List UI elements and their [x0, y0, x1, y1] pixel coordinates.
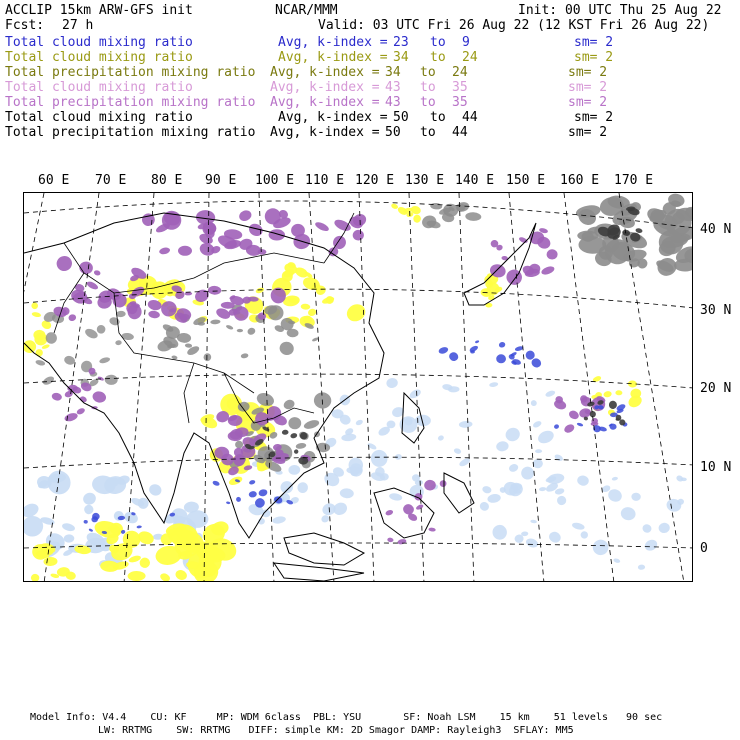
- low-cloud-area: [339, 488, 354, 499]
- lon-label: 80 E: [151, 173, 183, 188]
- low-cloud-area: [591, 538, 610, 557]
- field-to: to: [430, 110, 446, 125]
- low-cloud-area: [536, 428, 556, 445]
- mid-cloud-area: [31, 302, 38, 309]
- low-cloud-area: [113, 510, 125, 521]
- rain-band: [438, 346, 449, 355]
- precip-area: [93, 270, 101, 277]
- longitude-line: [124, 193, 154, 582]
- rain-band: [212, 480, 220, 487]
- low-cloud-area: [257, 517, 266, 526]
- longitude-line: [409, 193, 424, 582]
- field-avg-label: Avg, k-index =: [278, 35, 388, 50]
- rain-band: [136, 525, 142, 528]
- longitude-line: [459, 193, 474, 582]
- high-cloud-area: [104, 374, 118, 385]
- precip-area: [563, 423, 576, 435]
- precip-area: [547, 249, 558, 259]
- low-cloud-area: [547, 530, 562, 544]
- model-title: ACCLIP 15km ARW-GFS init: [5, 3, 193, 18]
- model-info-line2: LW: RRTMG SW: RRTMG DIFF: simple KM: 2D Smagor DAMP: Rayleigh3 SFLAY: MM5: [98, 725, 574, 736]
- precip-area: [51, 392, 63, 402]
- low-cloud-area: [539, 487, 547, 492]
- low-cloud-area: [459, 421, 473, 429]
- field-to: to: [420, 95, 436, 110]
- precip-area: [68, 313, 77, 322]
- precip-area: [63, 412, 78, 423]
- convective-core: [293, 449, 299, 455]
- low-cloud-area: [386, 377, 399, 389]
- field-k-from: 34: [385, 65, 401, 80]
- low-cloud-area: [580, 531, 588, 539]
- coastline: [464, 223, 536, 305]
- mid-cloud-area: [300, 303, 310, 310]
- precip-area: [385, 509, 394, 516]
- precip-area: [314, 220, 330, 232]
- high-cloud-area: [115, 340, 122, 345]
- high-cloud-area: [121, 332, 134, 340]
- mid-cloud-area: [255, 287, 265, 295]
- low-cloud-area: [675, 474, 684, 482]
- low-cloud-area: [320, 514, 330, 524]
- field-k-to: 35: [452, 80, 468, 95]
- low-cloud-area: [387, 421, 396, 429]
- mid-cloud-area: [31, 574, 40, 582]
- low-cloud-area: [370, 449, 389, 468]
- coastline: [274, 563, 364, 581]
- low-cloud-area: [530, 519, 537, 523]
- low-cloud-area: [453, 447, 462, 454]
- lat-label: 10 N: [700, 460, 732, 475]
- precip-area: [397, 538, 407, 545]
- country-border: [184, 363, 194, 423]
- precip-area: [387, 537, 394, 542]
- longitude-line: [509, 193, 544, 582]
- field-k-to: 24: [462, 50, 478, 65]
- high-cloud-area: [295, 442, 306, 449]
- low-cloud-area: [279, 480, 295, 495]
- field-avg-label: Avg, k-index =: [278, 110, 388, 125]
- low-cloud-area: [478, 500, 490, 512]
- field-to: to: [420, 65, 436, 80]
- high-cloud-area: [674, 258, 693, 272]
- high-cloud-area: [210, 319, 220, 324]
- fcst-value: 27 h: [62, 18, 94, 33]
- lon-label: 150 E: [506, 173, 546, 188]
- low-cloud-area: [296, 481, 309, 494]
- field-to: to: [420, 80, 436, 95]
- field-smoothing: sm= 2: [568, 125, 608, 140]
- low-cloud-area: [533, 459, 544, 469]
- field-k-from: 23: [393, 35, 409, 50]
- model-info-line1: Model Info: V4.4 CU: KF MP: WDM 6class PBL: YSU SF: Noah LSM 15 km 51 levels 90 sec: [30, 712, 663, 723]
- precip-area: [428, 527, 436, 532]
- precip-area: [504, 267, 525, 288]
- high-cloud-area: [202, 352, 212, 362]
- low-cloud-area: [408, 388, 422, 400]
- field-k-to: 35: [452, 95, 468, 110]
- rain-band: [475, 340, 480, 344]
- precip-area: [54, 253, 74, 273]
- field-avg-label: Avg, k-index =: [270, 125, 380, 140]
- init-time: Init: 00 UTC Thu 25 Aug 22: [518, 3, 722, 18]
- low-cloud-area: [631, 492, 641, 501]
- rain-band: [553, 424, 559, 430]
- field-avg-label: Avg, k-index =: [270, 95, 380, 110]
- rain-band: [576, 422, 583, 427]
- low-cloud-area: [532, 420, 542, 429]
- field-k-from: 34: [393, 50, 409, 65]
- low-cloud-area: [643, 538, 659, 553]
- mid-cloud-area: [43, 557, 57, 566]
- high-cloud-area: [303, 419, 320, 431]
- low-cloud-area: [638, 564, 646, 570]
- precip-area: [269, 229, 285, 240]
- low-cloud-area: [503, 425, 522, 443]
- rain-band: [83, 520, 88, 524]
- field-name: Total precipitation mixing ratio: [5, 125, 256, 140]
- precip-area: [540, 265, 555, 276]
- field-k-to: 44: [452, 125, 468, 140]
- low-cloud-area: [482, 485, 493, 494]
- high-cloud-area: [108, 316, 120, 326]
- lat-label: 0: [700, 541, 708, 556]
- mid-cloud-area: [615, 390, 622, 395]
- low-cloud-area: [571, 522, 585, 531]
- field-avg-label: Avg, k-index =: [270, 65, 380, 80]
- lon-label: 90 E: [205, 173, 237, 188]
- field-name: Total precipitation mixing ratio: [5, 95, 256, 110]
- lat-label: 20 N: [700, 381, 732, 396]
- low-cloud-area: [272, 515, 287, 524]
- map-canvas: [24, 193, 693, 582]
- field-k-to: 44: [462, 110, 478, 125]
- mid-cloud-area: [24, 340, 36, 353]
- precip-area: [76, 407, 86, 416]
- mid-cloud-area: [31, 311, 41, 317]
- high-cloud-area: [97, 325, 106, 334]
- low-cloud-area: [525, 537, 540, 549]
- field-to: to: [430, 50, 446, 65]
- field-smoothing: sm= 2: [574, 50, 614, 65]
- low-cloud-area: [489, 382, 499, 388]
- convective-core: [608, 400, 618, 410]
- low-cloud-area: [620, 506, 637, 522]
- rain-band: [88, 528, 93, 532]
- field-smoothing: sm= 2: [568, 65, 608, 80]
- low-cloud-area: [83, 504, 94, 516]
- high-cloud-area: [237, 329, 243, 332]
- low-cloud-area: [554, 453, 564, 462]
- lon-label: 130 E: [405, 173, 445, 188]
- field-name: Total cloud mixing ratio: [5, 110, 193, 125]
- low-cloud-area: [612, 476, 619, 481]
- low-cloud-area: [389, 492, 403, 501]
- mid-cloud-area: [626, 393, 643, 409]
- low-cloud-area: [147, 482, 163, 497]
- mid-cloud-area: [174, 569, 188, 582]
- rain-band: [226, 501, 231, 504]
- high-cloud-area: [312, 337, 319, 342]
- precip-area: [439, 480, 446, 487]
- low-cloud-area: [642, 523, 653, 533]
- precip-area: [415, 503, 424, 510]
- field-k-from: 50: [393, 110, 409, 125]
- field-to: to: [430, 35, 446, 50]
- field-smoothing: sm= 2: [568, 95, 608, 110]
- field-avg-label: Avg, k-index =: [278, 50, 388, 65]
- convective-core: [282, 430, 289, 435]
- lon-label: 70 E: [95, 173, 127, 188]
- map-panel: [23, 192, 693, 582]
- field-k-from: 43: [385, 95, 401, 110]
- precip-area: [178, 246, 192, 256]
- field-smoothing: sm= 2: [574, 110, 614, 125]
- low-cloud-area: [399, 415, 419, 434]
- high-cloud-area: [246, 327, 256, 336]
- low-cloud-area: [341, 433, 357, 442]
- high-cloud-area: [430, 202, 443, 209]
- low-cloud-area: [64, 534, 75, 542]
- mid-cloud-area: [413, 214, 422, 223]
- field-smoothing: sm= 2: [568, 80, 608, 95]
- high-cloud-area: [282, 398, 296, 411]
- rain-band: [235, 496, 241, 503]
- coastline: [444, 473, 474, 513]
- low-cloud-area: [519, 464, 536, 481]
- high-cloud-area: [465, 212, 481, 221]
- lon-label: 60 E: [38, 173, 70, 188]
- field-smoothing: sm= 2: [574, 35, 614, 50]
- lon-label: 100 E: [255, 173, 295, 188]
- rain-band: [498, 341, 506, 348]
- low-cloud-area: [487, 493, 502, 504]
- rain-band: [249, 479, 256, 485]
- rain-band: [496, 354, 506, 363]
- field-k-to: 24: [452, 65, 468, 80]
- low-cloud-area: [61, 522, 76, 533]
- lat-label: 40 N: [700, 222, 732, 237]
- high-cloud-area: [240, 353, 248, 359]
- field-to: to: [420, 125, 436, 140]
- field-name: Total cloud mixing ratio: [5, 50, 193, 65]
- high-cloud-area: [63, 355, 76, 367]
- precip-area: [148, 310, 161, 319]
- coastline: [284, 533, 364, 565]
- convective-core: [635, 228, 643, 234]
- low-cloud-area: [288, 465, 300, 476]
- precip-area: [159, 247, 171, 256]
- field-k-to: 9: [462, 35, 470, 50]
- low-cloud-area: [613, 558, 621, 564]
- coastline: [374, 488, 434, 538]
- mid-cloud-area: [603, 390, 612, 398]
- convective-core: [290, 432, 298, 438]
- precip-area: [568, 409, 581, 421]
- low-cloud-area: [492, 524, 508, 540]
- low-cloud-area: [658, 522, 671, 534]
- latitude-line: [24, 374, 693, 388]
- precip-area: [91, 390, 107, 404]
- low-cloud-area: [530, 399, 538, 407]
- low-cloud-area: [496, 441, 510, 452]
- low-cloud-area: [355, 419, 364, 426]
- precip-area: [208, 286, 222, 295]
- precip-area: [238, 209, 254, 223]
- rain-band: [258, 488, 268, 497]
- longitude-line: [359, 193, 374, 582]
- high-cloud-area: [45, 331, 58, 344]
- precip-area: [353, 230, 365, 241]
- high-cloud-area: [288, 417, 302, 430]
- low-cloud-area: [535, 449, 542, 453]
- lon-label: 110 E: [305, 173, 345, 188]
- mid-cloud-area: [344, 301, 368, 324]
- field-name: Total cloud mixing ratio: [5, 35, 193, 50]
- high-cloud-area: [225, 324, 233, 330]
- low-cloud-area: [437, 434, 445, 441]
- valid-time: Valid: 03 UTC Fri 26 Aug 22 (12 KST Fri 26 Aug 22): [318, 18, 710, 33]
- org-title: NCAR/MMM: [275, 3, 338, 18]
- mid-cloud-area: [390, 203, 398, 210]
- rain-band: [248, 491, 257, 498]
- high-cloud-area: [278, 340, 295, 357]
- high-cloud-area: [99, 356, 111, 364]
- low-cloud-area: [576, 474, 589, 486]
- field-name: Total cloud mixing ratio: [5, 80, 193, 95]
- high-cloud-area: [42, 375, 56, 387]
- low-cloud-area: [123, 510, 140, 526]
- lon-label: 170 E: [614, 173, 654, 188]
- lat-label: 30 N: [700, 303, 732, 318]
- fcst-label: Fcst:: [5, 18, 45, 33]
- rain-band: [448, 351, 460, 363]
- low-cloud-area: [555, 494, 567, 506]
- low-cloud-area: [367, 442, 378, 451]
- field-k-from: 50: [385, 125, 401, 140]
- field-name: Total precipitation mixing ratio: [5, 65, 256, 80]
- low-cloud-area: [545, 389, 556, 398]
- lon-label: 160 E: [560, 173, 600, 188]
- mid-cloud-area: [159, 572, 171, 582]
- low-cloud-area: [81, 491, 97, 507]
- mid-cloud-area: [128, 571, 146, 581]
- field-k-from: 43: [385, 80, 401, 95]
- lon-label: 140 E: [455, 173, 495, 188]
- precip-area: [333, 218, 353, 234]
- low-cloud-area: [508, 463, 519, 473]
- high-cloud-area: [185, 343, 193, 348]
- field-avg-label: Avg, k-index =: [270, 80, 380, 95]
- lon-label: 120 E: [355, 173, 395, 188]
